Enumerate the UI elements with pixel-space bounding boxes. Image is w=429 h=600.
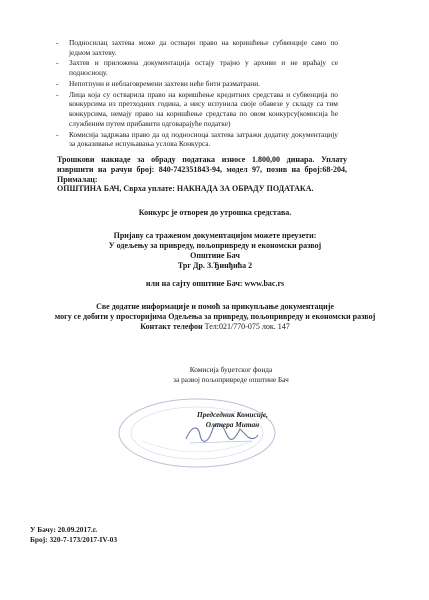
list-item-text: Комисија задржава право да од подносиоца захтева затражи додатну документацију за доказивање испуњавања услова Конкурса. [69,129,338,149]
reference-number: Број: 320-7-173/2017-IV-03 [30,535,118,544]
municipality-name: Општине Бач [190,251,240,260]
info-text: Све додатне информације и помоћ за прикупљање документације [96,302,334,311]
date-line: У Бачу: 20.09.2017.г. [30,525,98,534]
list-item [56,58,338,77]
info-location: могу се добити у просторијима Одељења за привреду, пољопривреду и економски развој [54,312,376,321]
president-title: Председник Комисије, [197,410,268,419]
phone-label: Контакт телефон [140,322,203,331]
list-item-text: Подносилац захтева може да оствари право на коришћење субвенције само по једном захтеву. [69,38,338,57]
list-item [56,130,338,149]
bullet-marker: - [56,78,59,88]
fees-text: Трошкови накнаде за обраду података износе 1.800,00 динара. Уплату извршити на рачун број: 840-742351843-94, модел 97, позив на број:68-204, Прималац: [57,155,347,184]
phone-number: Тел:021/770-075 лок. 147 [204,322,290,331]
department-name: У одељењу за привреду, пољопривреду и економски развој [108,241,322,250]
info-block [30,302,400,332]
bullet-marker: - [56,38,59,47]
commission-name: Комисија буџетског фонда [189,365,273,374]
list-item [56,79,338,89]
address: Трг Др. З.Ђинђића 2 [177,261,253,270]
president-name: Олинера Митан [205,419,260,429]
list-item [56,90,338,128]
bullet-marker: - [56,89,59,99]
website-line: или на сајту општине Бач: www.bac.rs [145,279,285,288]
bullet-marker: - [56,58,59,68]
signature-icon [182,419,262,447]
open-until-line: Конкурс је отворен до утрошка средстава. [138,208,292,217]
application-block [30,231,400,271]
conditions-list [56,38,338,150]
list-item-text: Захтев и приложена документација остају трајно у архиви и не враћају се подносиоцу. [69,58,338,78]
fees-recipient-text: ОПШТИНА БАЧ, Сврха уплате: НАКНАДА ЗА ОБРАДУ ПОДАТАКА. [57,184,314,194]
list-item [56,38,338,57]
application-intro: Пријаву са траженом документацијом можете преузети: [113,231,317,240]
document-footer [30,525,117,545]
commission-block [156,365,306,384]
list-item-text: Непотпуни и неблаговремени захтеви неће бити разматрани. [69,78,260,88]
commission-purpose: за развој пољопривреде општине Бач [173,374,289,384]
fees-paragraph [57,155,347,194]
list-item-text: Лица која су остварила право на коришћење кредитних средстава и субвенција по конкурсима из претходних година, а нису испунила своје обавезе у складу са тим конкурсима, немају право на коришћење средстава по овом конкурсу(комисија ће службеним путем прибавити одговарајуће податке) [69,89,338,128]
bullet-marker: - [56,129,59,139]
